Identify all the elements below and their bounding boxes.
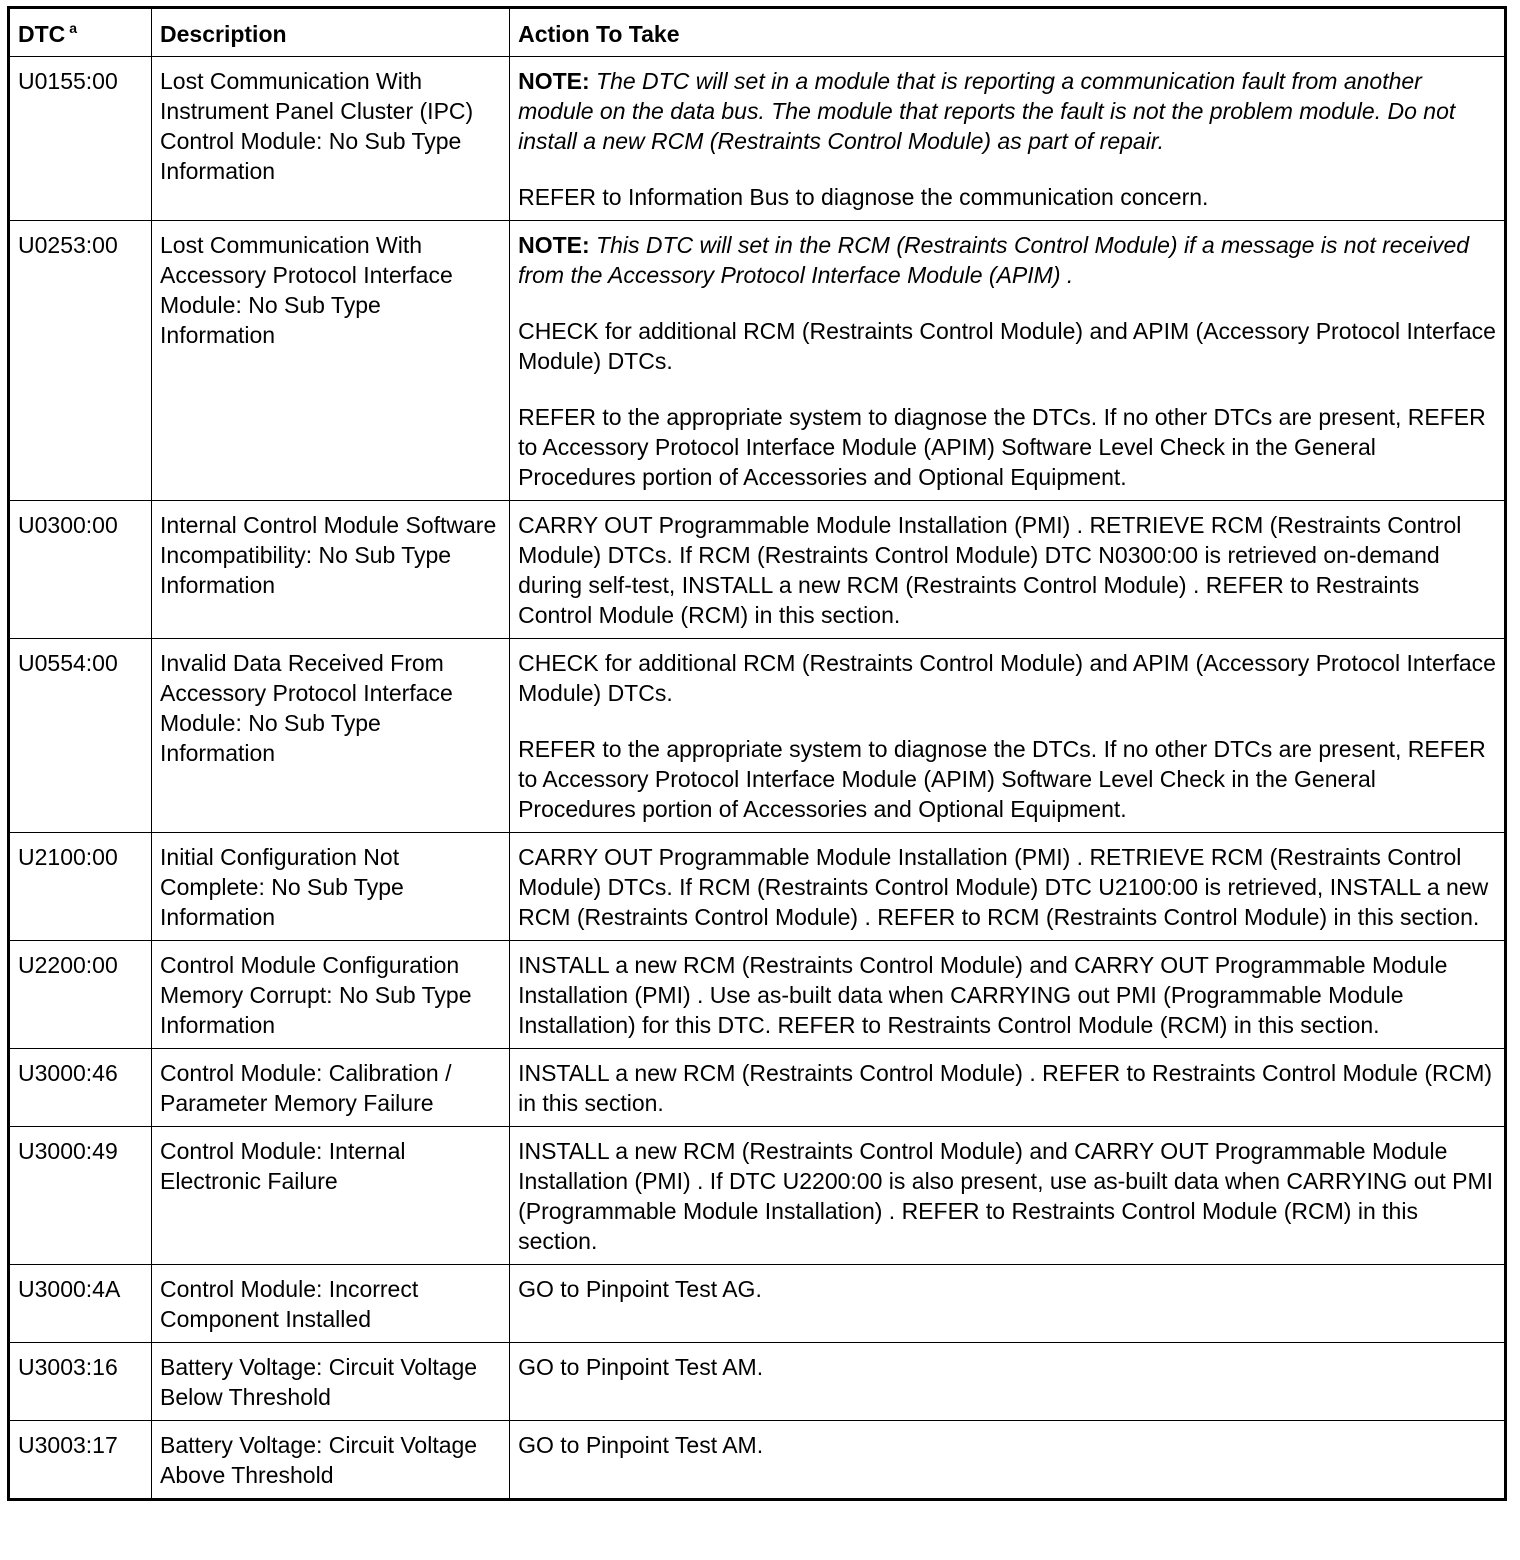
table-header [9,8,1506,57]
action-paragraph: INSTALL a new RCM (Restraints Control Module) and CARRY OUT Programmable Module Installation (PMI) . If DTC U2200:00 is also present, use as-built data when CARRYING out PMI (Programmable Module Installation) . REFER to Restraints Control Module (RCM) in this section. [518,1138,1494,1254]
dtc-description: Battery Voltage: Circuit Voltage Above Threshold [152,1421,510,1500]
action-cell [510,1127,1506,1265]
table-row [9,501,1506,639]
dtc-code: U0554:00 [9,639,152,833]
dtc-description: Control Module: Incorrect Component Installed [152,1265,510,1343]
action-paragraph: REFER to Information Bus to diagnose the communication concern. [518,184,1209,210]
note-paragraph [518,230,1498,290]
header-description: Description [152,8,510,57]
table-row [9,1421,1506,1500]
action-cell [510,1049,1506,1127]
header-dtc-label: DTC [18,21,66,47]
table-row [9,1049,1506,1127]
table-body [9,57,1506,1500]
note-label: NOTE: [518,232,590,258]
note-paragraph [518,66,1498,156]
action-cell [510,221,1506,501]
action-cell [510,501,1506,639]
note-label: NOTE: [518,68,590,94]
action-cell [510,1343,1506,1421]
dtc-code: U3000:46 [9,1049,152,1127]
header-dtc [9,8,152,57]
dtc-description: Initial Configuration Not Complete: No Sub Type Information [152,833,510,941]
action-paragraph: CARRY OUT Programmable Module Installation (PMI) . RETRIEVE RCM (Restraints Control Module) DTCs. If RCM (Restraints Control Module) DTC U2100:00 is retrieved, INSTALL a new RCM (Restraints Control Module) . REFER to RCM (Restraints Control Module) in this section. [518,844,1489,930]
table-row [9,221,1506,501]
dtc-description: Control Module: Internal Electronic Failure [152,1127,510,1265]
action-paragraph: INSTALL a new RCM (Restraints Control Module) and CARRY OUT Programmable Module Installation (PMI) . Use as-built data when CARRYING out PMI (Programmable Module Installation) for this DTC. REFER to Restraints Control Module (RCM) in this section. [518,952,1448,1038]
dtc-description: Battery Voltage: Circuit Voltage Below Threshold [152,1343,510,1421]
table-row [9,1343,1506,1421]
dtc-description: Lost Communication With Instrument Panel Cluster (IPC) Control Module: No Sub Type Information [152,57,510,221]
dtc-code: U2200:00 [9,941,152,1049]
dtc-code: U3000:4A [9,1265,152,1343]
dtc-description: Invalid Data Received From Accessory Protocol Interface Module: No Sub Type Information [152,639,510,833]
dtc-description: Control Module: Calibration / Parameter Memory Failure [152,1049,510,1127]
dtc-code: U3003:16 [9,1343,152,1421]
dtc-code: U3003:17 [9,1421,152,1500]
note-text: The DTC will set in a module that is reporting a communication fault from another module on the data bus. The module that reports the fault is not the problem module. Do not install a new RCM (Restraints Control Module) as part of repair. [518,68,1456,154]
dtc-code: U0155:00 [9,57,152,221]
action-paragraph: CHECK for additional RCM (Restraints Control Module) and APIM (Accessory Protocol Interface Module) DTCs. [518,650,1496,706]
action-paragraph: INSTALL a new RCM (Restraints Control Module) . REFER to Restraints Control Module (RCM) in this section. [518,1060,1493,1116]
table-row [9,941,1506,1049]
action-paragraph: GO to Pinpoint Test AM. [518,1432,764,1458]
table-row [9,57,1506,221]
action-cell [510,639,1506,833]
action-cell [510,941,1506,1049]
action-cell [510,1265,1506,1343]
note-text: This DTC will set in the RCM (Restraints Control Module) if a message is not received from the Accessory Protocol Interface Module (APIM) . [518,232,1470,288]
dtc-code: U0253:00 [9,221,152,501]
dtc-code: U0300:00 [9,501,152,639]
action-paragraph: CHECK for additional RCM (Restraints Control Module) and APIM (Accessory Protocol Interface Module) DTCs. [518,318,1496,374]
table-row [9,833,1506,941]
action-cell [510,833,1506,941]
dtc-description: Lost Communication With Accessory Protocol Interface Module: No Sub Type Information [152,221,510,501]
table-row [9,1127,1506,1265]
header-row [9,8,1506,57]
action-paragraph: CARRY OUT Programmable Module Installation (PMI) . RETRIEVE RCM (Restraints Control Module) DTCs. If RCM (Restraints Control Module) DTC N0300:00 is retrieved on-demand during self-test, INSTALL a new RCM (Restraints Control Module) . REFER to Restraints Control Module (RCM) in this section. [518,512,1462,628]
action-paragraph: GO to Pinpoint Test AM. [518,1354,764,1380]
dtc-code: U2100:00 [9,833,152,941]
action-paragraph: GO to Pinpoint Test AG. [518,1276,762,1302]
action-cell [510,57,1506,221]
dtc-description: Internal Control Module Software Incompatibility: No Sub Type Information [152,501,510,639]
action-cell [510,1421,1506,1500]
dtc-code: U3000:49 [9,1127,152,1265]
dtc-table [7,6,1507,1501]
action-paragraph: REFER to the appropriate system to diagnose the DTCs. If no other DTCs are present, REFER to Accessory Protocol Interface Module (APIM) Software Level Check in the General Procedures portion of Accessories and Optional Equipment. [518,404,1486,490]
table-row [9,1265,1506,1343]
action-paragraph: REFER to the appropriate system to diagnose the DTCs. If no other DTCs are present, REFER to Accessory Protocol Interface Module (APIM) Software Level Check in the General Procedures portion of Accessories and Optional Equipment. [518,736,1486,822]
table-row [9,639,1506,833]
dtc-description: Control Module Configuration Memory Corrupt: No Sub Type Information [152,941,510,1049]
header-action: Action To Take [510,8,1506,57]
dtc-footnote-marker[interactable]: a [69,20,78,37]
